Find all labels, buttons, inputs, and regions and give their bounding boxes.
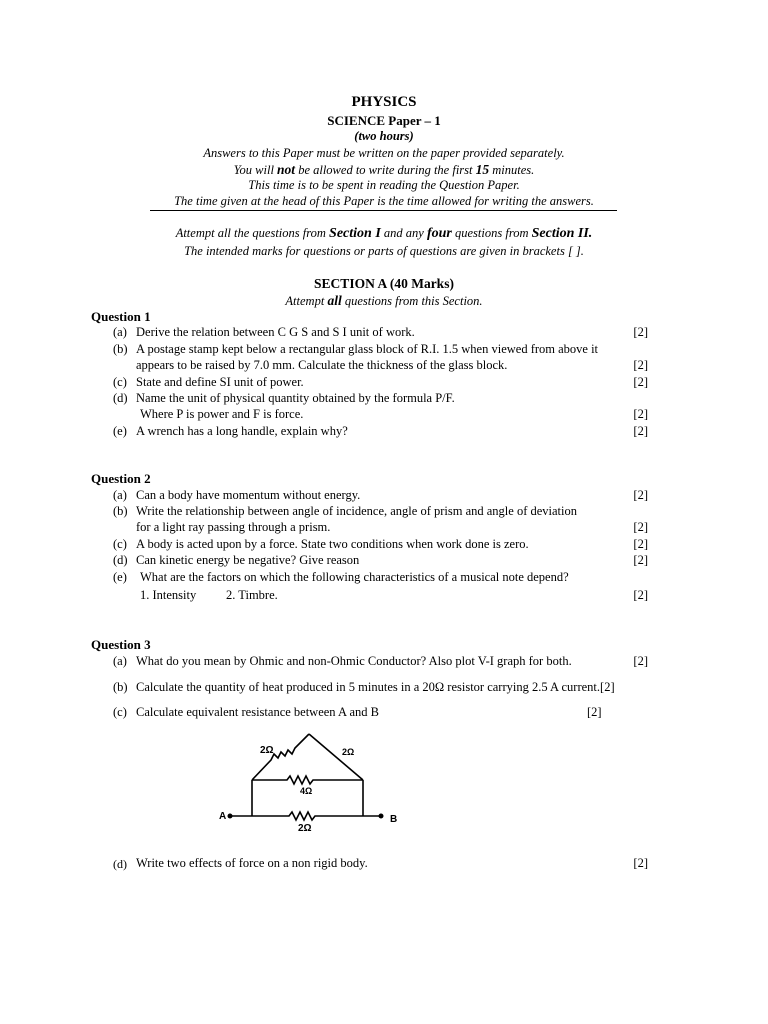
q3d-label: (d) (113, 857, 127, 871)
q1c-label: (c) (113, 375, 127, 389)
label-r-bottom: 2Ω (298, 823, 312, 834)
instr2-minutes: 15 (475, 162, 490, 177)
instr2-not: not (277, 162, 296, 177)
label-r-middle: 4Ω (300, 786, 313, 796)
wire-top-right (309, 734, 363, 780)
q3a-label: (a) (113, 654, 127, 668)
q2a-label: (a) (113, 488, 127, 502)
label-node-b: B (390, 814, 398, 825)
attempt-section-ii: Section II. (531, 226, 593, 241)
question-3-heading: Question 3 (91, 637, 151, 652)
q2a-marks: [2] (633, 488, 648, 502)
q3d-marks: [2] (633, 856, 648, 870)
q1a-label: (a) (113, 325, 127, 339)
q2e-label: (e) (113, 570, 127, 584)
q3a-text: What do you mean by Ohmic and non-Ohmic Conductor? Also plot V-I graph for both. (136, 654, 572, 668)
label-node-a: A (219, 811, 227, 822)
q1b-label: (b) (113, 342, 128, 356)
label-r-top-left: 2Ω (260, 745, 274, 756)
q2c-label: (c) (113, 537, 127, 551)
q1a-marks: [2] (633, 325, 648, 339)
section-note-all: all (327, 293, 342, 308)
q1e-marks: [2] (633, 424, 648, 438)
q2b-text-line2: for a light ray passing through a prism. (136, 520, 331, 534)
q2c-text: A body is acted upon by a force. State two conditions when work done is zero. (136, 537, 529, 551)
section-note-part: Attempt (285, 294, 328, 308)
marks-instruction: The intended marks for questions or parts of questions are given in brackets [ ]. (184, 244, 584, 258)
resistor-middle (252, 776, 363, 784)
section-note-part: questions from this Section. (341, 294, 483, 308)
q1b-marks: [2] (633, 358, 648, 372)
q3a-marks: [2] (633, 654, 648, 668)
q2d-text: Can kinetic energy be negative? Give reason (136, 553, 360, 567)
instruction-3: This time is to be spent in reading the Question Paper. (248, 178, 520, 192)
attempt-section-i: Section I (329, 226, 381, 241)
q2b-text-line1: Write the relationship between angle of incidence, angle of prism and angle of deviation (136, 504, 578, 518)
q3c-marks: [2] (587, 705, 602, 719)
q3c-label: (c) (113, 705, 127, 719)
q1d-label: (d) (113, 391, 128, 405)
q1d-text-line2: Where P is power and F is force. (140, 407, 304, 421)
instruction-2 (0, 162, 768, 178)
q2e-marks: [2] (633, 588, 648, 602)
q2d-marks: [2] (633, 553, 648, 567)
q2b-label: (b) (113, 504, 128, 518)
q2e-text: What are the factors on which the following characteristics of a musical note depend? (140, 570, 569, 584)
instr2-part: minutes. (489, 163, 535, 177)
q2e-option-1: 1. Intensity (140, 588, 197, 602)
question-1-heading: Question 1 (91, 309, 151, 324)
q1c-marks: [2] (633, 375, 648, 389)
q1e-text: A wrench has a long handle, explain why? (136, 424, 348, 438)
q2b-marks: [2] (633, 520, 648, 534)
q1d-marks: [2] (633, 407, 648, 421)
paper-title: PHYSICS (351, 94, 417, 110)
q1e-label: (e) (113, 424, 127, 438)
instr2-part: You will (233, 163, 278, 177)
q3b-text: Calculate the quantity of heat produced in 5 minutes in a 20Ω resistor carrying 2.5 A current.[2] (136, 680, 615, 694)
q1d-text-line1: Name the unit of physical quantity obtained by the formula P/F. (136, 391, 455, 405)
q1b-text-line2: appears to be raised by 7.0 mm. Calculate the thickness of the glass block. (136, 358, 508, 372)
section-a-note (0, 293, 768, 309)
q3b-label: (b) (113, 680, 128, 694)
instruction-1: Answers to this Paper must be written on the paper provided separately. (203, 146, 565, 160)
q2c-marks: [2] (633, 537, 648, 551)
question-2-heading: Question 2 (91, 471, 151, 486)
q3c-text: Calculate equivalent resistance between A and B (136, 705, 379, 719)
q1a-text: Derive the relation between C G S and S I unit of work. (136, 325, 415, 339)
header-divider (150, 210, 617, 211)
instr2-part: be allowed to write during the first (295, 163, 476, 177)
q2e-option-2: 2. Timbre. (226, 588, 278, 602)
paper-duration: (two hours) (354, 129, 414, 143)
q1b-text-line1: A postage stamp kept below a rectangular glass block of R.I. 1.5 when viewed from above it (136, 342, 599, 356)
terminal-b-dot (379, 814, 384, 819)
section-a-heading: SECTION A (40 Marks) (314, 276, 454, 291)
attempt-part: and any (380, 226, 427, 240)
instruction-4: The time given at the head of this Paper is the time allowed for writing the answers. (174, 194, 594, 208)
resistor-circuit-diagram (205, 726, 415, 838)
q2a-text: Can a body have momentum without energy. (136, 488, 361, 502)
attempt-part: Attempt all the questions from (175, 226, 330, 240)
paper-subtitle: SCIENCE Paper – 1 (327, 113, 441, 128)
attempt-part: questions from (451, 226, 532, 240)
q1c-text: State and define SI unit of power. (136, 375, 304, 389)
q3d-text: Write two effects of force on a non rigid body. (136, 856, 368, 870)
attempt-four: four (426, 226, 452, 241)
label-r-top-right: 2Ω (342, 747, 355, 757)
q2d-label: (d) (113, 553, 128, 567)
terminal-a-dot (228, 814, 233, 819)
attempt-instruction (0, 226, 768, 242)
resistor-top-left (252, 734, 309, 780)
